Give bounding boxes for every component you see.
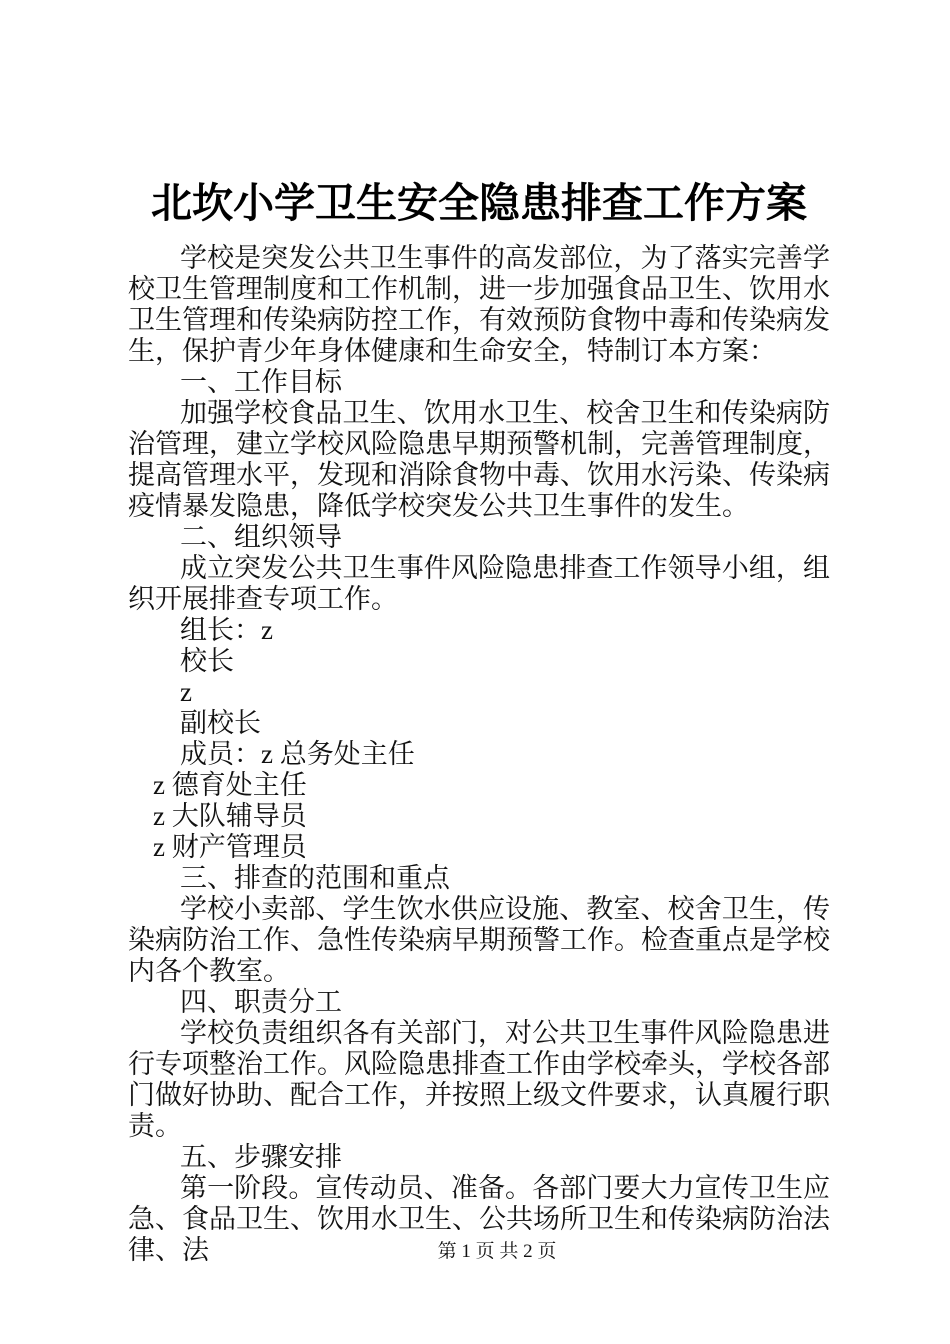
paragraph: z [180,677,192,707]
paragraph: z 德育处主任 [153,770,307,800]
paragraph: 组长：z [180,615,273,645]
paragraph: 成立突发公共卫生事件风险隐患排查工作领导小组，组织开展排查专项工作。 [128,553,830,614]
paragraph: z 财产管理员 [153,832,307,862]
paragraph: 学校小卖部、学生饮水供应设施、教室、校舍卫生，传染病防治工作、急性传染病早期预警工作。检查重点是学校内各个教室。 [128,894,830,986]
paragraph: 学校是突发公共卫生事件的高发部位，为了落实完善学校卫生管理制度和工作机制，进一步加强食品卫生、饮用水卫生管理和传染病防控工作，有效预防食物中毒和传染病发生，保护青少年身体健康和生命安全，特制订本方案： [128,243,830,366]
section-heading: 二、组织领导 [180,522,342,552]
page-number-footer: 第 1 页 共 2 页 [437,1241,557,1262]
section-heading: 一、工作目标 [180,367,342,397]
paragraph: 副校长 [180,708,261,738]
paragraph: 学校负责组织各有关部门，对公共卫生事件风险隐患进行专项整治工作。风险隐患排查工作由学校牵头，学校各部门做好协助、配合工作，并按照上级文件要求，认真履行职责。 [128,1018,830,1141]
section-heading: 四、职责分工 [180,987,342,1017]
document-title: 北坎小学卫生安全隐患排查工作方案 [151,180,807,226]
paragraph: 第一阶段。宣传动员、准备。各部门要大力宣传卫生应急、食品卫生、饮用水卫生、公共场所卫生和传染病防治法律、法 [128,1173,830,1265]
document-content [128,178,830,1266]
section-heading: 五、步骤安排 [180,1142,342,1172]
document-body [128,243,830,1266]
paragraph: z 大队辅导员 [153,801,307,831]
section-heading: 三、排查的范围和重点 [180,863,450,893]
paragraph: 加强学校食品卫生、饮用水卫生、校舍卫生和传染病防治管理，建立学校风险隐患早期预警机制，完善管理制度，提高管理水平，发现和消除食物中毒、饮用水污染、传染病疫情暴发隐患，降低学校突发公共卫生事件的发生。 [128,398,830,521]
paragraph: 成员：z 总务处主任 [180,739,415,769]
paragraph: 校长 [180,646,234,676]
